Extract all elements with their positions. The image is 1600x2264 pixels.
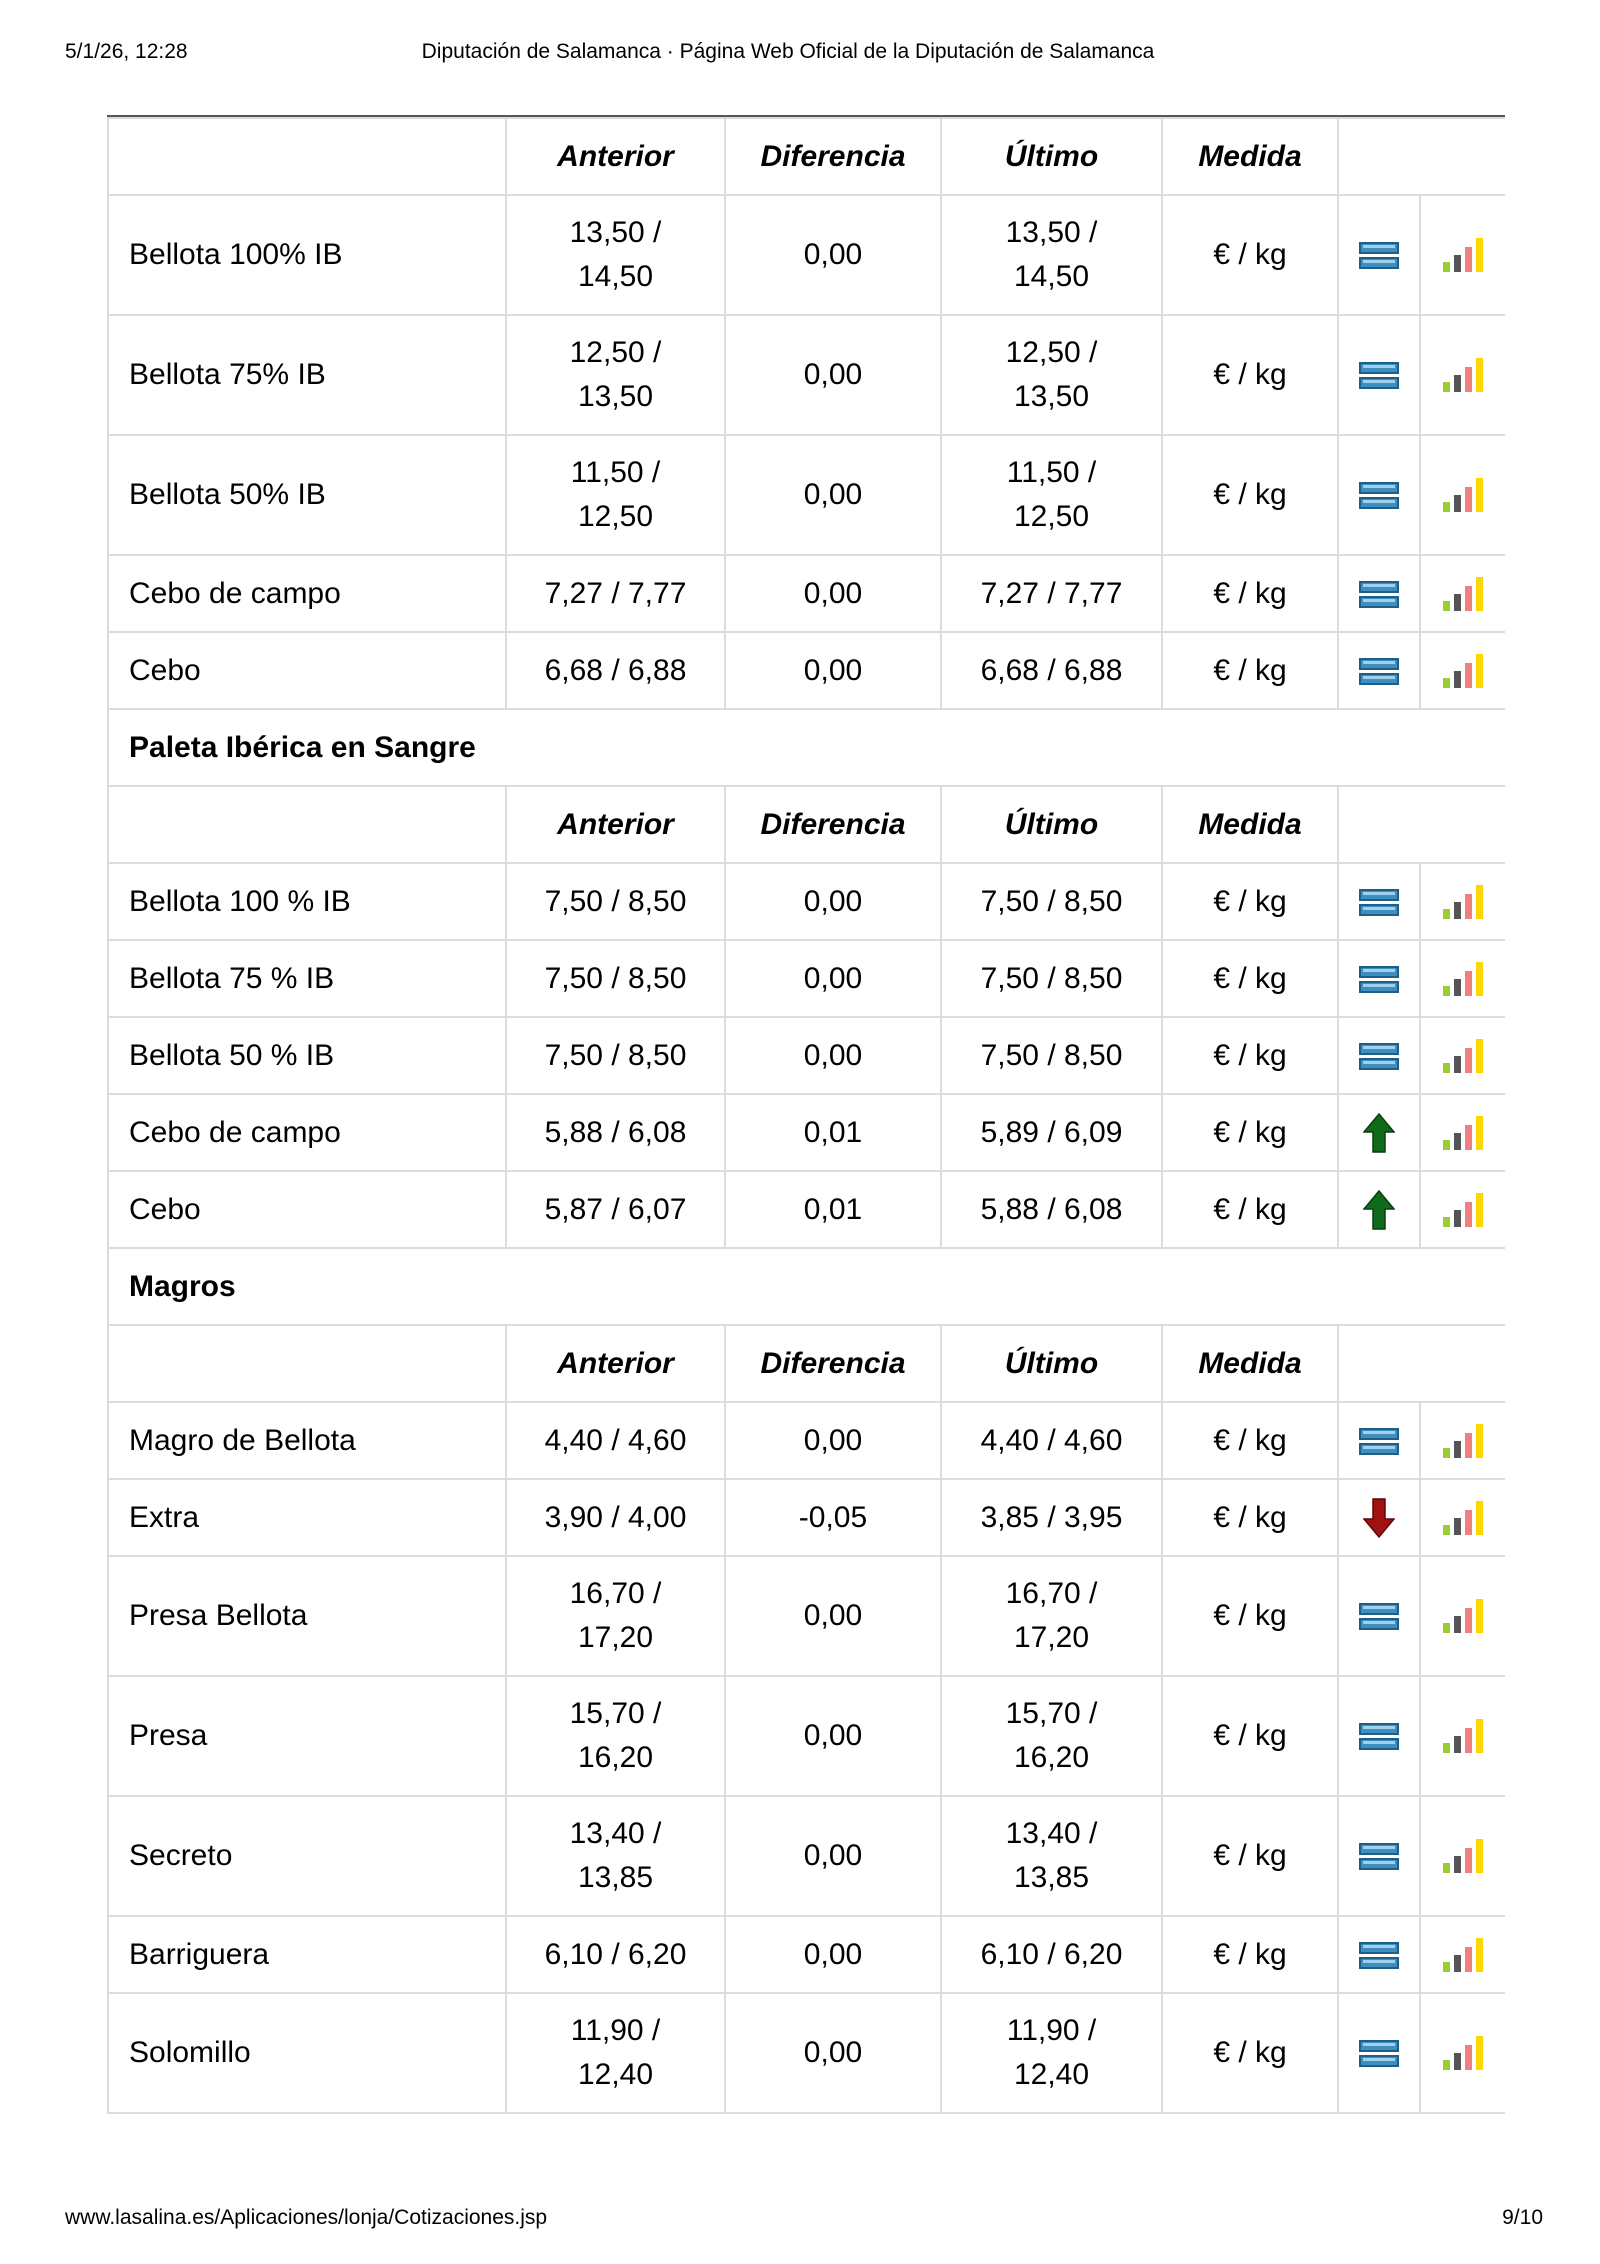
column-header-row	[108, 786, 1505, 863]
medida-value: € / kg	[1162, 863, 1338, 940]
price-sheet	[107, 117, 1505, 2114]
product-name: Cebo	[108, 632, 506, 709]
chart-cell[interactable]	[1420, 1479, 1505, 1556]
header-anterior: Anterior	[506, 1325, 725, 1402]
product-name: Cebo	[108, 1171, 506, 1248]
ultimo-value: 13,40 /	[1005, 1817, 1098, 1850]
trend-up-icon[interactable]	[1363, 1191, 1395, 1224]
chart-cell[interactable]	[1420, 1171, 1505, 1248]
ultimo-value: 16,70 /	[1005, 1577, 1098, 1610]
section-title: Paleta Ibérica en Sangre	[108, 709, 1505, 786]
product-name: Bellota 50 % IB	[108, 1017, 506, 1094]
product-name: Bellota 50% IB	[108, 435, 506, 555]
anterior-value: 16,70 /	[569, 1577, 662, 1610]
diferencia-value: 0,00	[725, 1676, 941, 1796]
trend-equal-icon[interactable]	[1359, 238, 1399, 271]
ultimo-value: 14,50	[1013, 260, 1090, 293]
anterior-value: 5,87 / 6,07	[544, 1192, 687, 1226]
trend-equal-icon[interactable]	[1359, 358, 1399, 391]
header-diferencia: Diferencia	[725, 118, 941, 195]
trend-cell[interactable]	[1338, 1676, 1420, 1796]
trend-cell[interactable]	[1338, 1479, 1420, 1556]
price-row	[108, 1017, 1505, 1094]
diferencia-value: 0,00	[725, 555, 941, 632]
medida-value: € / kg	[1162, 1094, 1338, 1171]
diferencia-value: 0,00	[725, 1796, 941, 1916]
cell-ultimo	[941, 1556, 1162, 1676]
diferencia-value: 0,00	[725, 1556, 941, 1676]
chart-cell[interactable]	[1420, 195, 1505, 315]
ultimo-value: 12,40	[1013, 2058, 1090, 2091]
cell-anterior	[506, 1017, 725, 1094]
ultimo-value: 13,50	[1013, 380, 1090, 413]
product-name: Secreto	[108, 1796, 506, 1916]
product-name: Solomillo	[108, 1993, 506, 2113]
cell-ultimo	[941, 1993, 1162, 2113]
diferencia-value: 0,00	[725, 195, 941, 315]
diferencia-value: 0,00	[725, 1017, 941, 1094]
price-row	[108, 1094, 1505, 1171]
medida-value: € / kg	[1162, 1556, 1338, 1676]
trend-down-icon[interactable]	[1363, 1499, 1395, 1532]
medida-value: € / kg	[1162, 1796, 1338, 1916]
header-ultimo: Último	[941, 1325, 1162, 1402]
trend-equal-icon[interactable]	[1359, 1038, 1399, 1071]
chart-bars-icon[interactable]	[1441, 357, 1485, 390]
cell-anterior	[506, 315, 725, 435]
ultimo-value: 7,50 / 8,50	[980, 1038, 1123, 1072]
header-blank-cell	[108, 118, 506, 195]
cell-anterior	[506, 555, 725, 632]
trend-cell[interactable]	[1338, 1402, 1420, 1479]
chart-cell[interactable]	[1420, 1094, 1505, 1171]
anterior-value: 13,50 /	[569, 216, 662, 249]
cell-anterior	[506, 1676, 725, 1796]
ultimo-value: 7,50 / 8,50	[980, 884, 1123, 918]
header-icons-cell	[1338, 118, 1505, 195]
chart-cell[interactable]	[1420, 632, 1505, 709]
trend-cell[interactable]	[1338, 632, 1420, 709]
price-row	[108, 1993, 1505, 2113]
anterior-value: 15,70 /	[569, 1697, 662, 1730]
medida-value: € / kg	[1162, 1171, 1338, 1248]
trend-equal-icon[interactable]	[1359, 1599, 1399, 1632]
section-title-row	[108, 709, 1505, 786]
product-name: Magro de Bellota	[108, 1402, 506, 1479]
cell-ultimo	[941, 1916, 1162, 1993]
header-anterior: Anterior	[506, 118, 725, 195]
medida-value: € / kg	[1162, 315, 1338, 435]
price-row	[108, 435, 1505, 555]
chart-bars-icon[interactable]	[1441, 1037, 1485, 1070]
ultimo-value: 4,40 / 4,60	[980, 1423, 1123, 1457]
ultimo-value: 7,27 / 7,77	[980, 576, 1123, 610]
anterior-value: 5,88 / 6,08	[544, 1115, 687, 1149]
anterior-value: 17,20	[577, 1621, 654, 1654]
ultimo-value: 12,50	[1013, 500, 1090, 533]
chart-bars-icon[interactable]	[1441, 1191, 1485, 1224]
chart-bars-icon[interactable]	[1441, 1422, 1485, 1455]
cell-ultimo	[941, 863, 1162, 940]
chart-cell[interactable]	[1420, 1796, 1505, 1916]
ultimo-value: 3,85 / 3,95	[980, 1500, 1123, 1534]
anterior-value: 6,10 / 6,20	[544, 1937, 687, 1971]
price-row	[108, 1479, 1505, 1556]
diferencia-value: 0,00	[725, 632, 941, 709]
diferencia-value: 0,00	[725, 315, 941, 435]
section-title: Magros	[108, 1248, 1505, 1325]
diferencia-value: 0,00	[725, 1402, 941, 1479]
chart-cell[interactable]	[1420, 1556, 1505, 1676]
chart-bars-icon[interactable]	[1441, 652, 1485, 685]
trend-equal-icon[interactable]	[1359, 653, 1399, 686]
trend-equal-icon[interactable]	[1359, 2036, 1399, 2069]
chart-cell[interactable]	[1420, 1916, 1505, 1993]
print-datetime: 5/1/26, 12:28	[65, 40, 188, 63]
chart-bars-icon[interactable]	[1441, 575, 1485, 608]
column-header-row	[108, 118, 1505, 195]
chart-cell[interactable]	[1420, 940, 1505, 1017]
trend-cell[interactable]	[1338, 1916, 1420, 1993]
medida-value: € / kg	[1162, 1676, 1338, 1796]
ultimo-value: 6,10 / 6,20	[980, 1937, 1123, 1971]
cell-anterior	[506, 1556, 725, 1676]
chart-cell[interactable]	[1420, 1402, 1505, 1479]
chart-bars-icon[interactable]	[1441, 1936, 1485, 1969]
header-ultimo: Último	[941, 786, 1162, 863]
price-row	[108, 1402, 1505, 1479]
medida-value: € / kg	[1162, 435, 1338, 555]
product-name: Bellota 75 % IB	[108, 940, 506, 1017]
cell-ultimo	[941, 315, 1162, 435]
ultimo-value: 13,85	[1013, 1861, 1090, 1894]
trend-cell[interactable]	[1338, 1017, 1420, 1094]
ultimo-value: 13,50 /	[1005, 216, 1098, 249]
ultimo-value: 12,50 /	[1005, 336, 1098, 369]
cell-ultimo	[941, 1171, 1162, 1248]
chart-bars-icon[interactable]	[1441, 237, 1485, 270]
trend-equal-icon[interactable]	[1359, 1839, 1399, 1872]
chart-cell[interactable]	[1420, 863, 1505, 940]
medida-value: € / kg	[1162, 1916, 1338, 1993]
print-page-title: Diputación de Salamanca · Página Web Oficial de la Diputación de Salamanca	[421, 40, 1155, 63]
trend-cell[interactable]	[1338, 863, 1420, 940]
diferencia-value: 0,01	[725, 1171, 941, 1248]
product-name: Bellota 100% IB	[108, 195, 506, 315]
header-blank-cell	[108, 1325, 506, 1402]
header-anterior: Anterior	[506, 786, 725, 863]
chart-bars-icon[interactable]	[1441, 1718, 1485, 1751]
chart-bars-icon[interactable]	[1441, 1499, 1485, 1532]
trend-cell[interactable]	[1338, 195, 1420, 315]
header-medida: Medida	[1162, 1325, 1338, 1402]
header-blank-cell	[108, 786, 506, 863]
diferencia-value: -0,05	[725, 1479, 941, 1556]
cell-anterior	[506, 1094, 725, 1171]
anterior-value: 4,40 / 4,60	[544, 1423, 687, 1457]
chart-cell[interactable]	[1420, 315, 1505, 435]
trend-equal-icon[interactable]	[1359, 576, 1399, 609]
anterior-value: 16,20	[577, 1741, 654, 1774]
ultimo-value: 11,90 /	[1006, 2014, 1097, 2047]
anterior-value: 14,50	[577, 260, 654, 293]
cell-ultimo	[941, 555, 1162, 632]
anterior-value: 13,85	[577, 1861, 654, 1894]
price-row	[108, 940, 1505, 1017]
cell-ultimo	[941, 435, 1162, 555]
header-icons-cell	[1338, 1325, 1505, 1402]
trend-cell[interactable]	[1338, 315, 1420, 435]
trend-up-icon[interactable]	[1363, 1114, 1395, 1147]
trend-cell[interactable]	[1338, 555, 1420, 632]
chart-bars-icon[interactable]	[1441, 477, 1485, 510]
anterior-value: 11,50 /	[570, 456, 661, 489]
anterior-value: 12,50	[577, 500, 654, 533]
ultimo-value: 11,50 /	[1006, 456, 1097, 489]
chart-bars-icon[interactable]	[1441, 2035, 1485, 2068]
cell-ultimo	[941, 1479, 1162, 1556]
trend-cell[interactable]	[1338, 1993, 1420, 2113]
cell-ultimo	[941, 1094, 1162, 1171]
medida-value: € / kg	[1162, 1993, 1338, 2113]
cell-anterior	[506, 1479, 725, 1556]
chart-cell[interactable]	[1420, 1017, 1505, 1094]
diferencia-value: 0,00	[725, 1993, 941, 2113]
product-name: Bellota 75% IB	[108, 315, 506, 435]
medida-value: € / kg	[1162, 555, 1338, 632]
cell-ultimo	[941, 195, 1162, 315]
trend-equal-icon[interactable]	[1359, 1937, 1399, 1970]
price-row	[108, 1556, 1505, 1676]
ultimo-value: 7,50 / 8,50	[980, 961, 1123, 995]
header-diferencia: Diferencia	[725, 1325, 941, 1402]
chart-cell[interactable]	[1420, 1676, 1505, 1796]
header-ultimo: Último	[941, 118, 1162, 195]
chart-bars-icon[interactable]	[1441, 883, 1485, 916]
medida-value: € / kg	[1162, 1479, 1338, 1556]
price-row	[108, 632, 1505, 709]
cell-anterior	[506, 1402, 725, 1479]
header-medida: Medida	[1162, 786, 1338, 863]
ultimo-value: 17,20	[1013, 1621, 1090, 1654]
cell-anterior	[506, 1796, 725, 1916]
cell-anterior	[506, 1171, 725, 1248]
ultimo-value: 16,20	[1013, 1741, 1090, 1774]
ultimo-value: 5,88 / 6,08	[980, 1192, 1123, 1226]
price-row	[108, 315, 1505, 435]
cell-anterior	[506, 863, 725, 940]
medida-value: € / kg	[1162, 632, 1338, 709]
anterior-value: 13,50	[577, 380, 654, 413]
column-header-row	[108, 1325, 1505, 1402]
anterior-value: 7,50 / 8,50	[544, 1038, 687, 1072]
header-medida: Medida	[1162, 118, 1338, 195]
chart-cell[interactable]	[1420, 435, 1505, 555]
prices-table	[107, 117, 1505, 2114]
diferencia-value: 0,00	[725, 1916, 941, 1993]
diferencia-value: 0,00	[725, 863, 941, 940]
anterior-value: 7,27 / 7,77	[544, 576, 687, 610]
page-number: 9/10	[1502, 2206, 1543, 2229]
cell-anterior	[506, 1916, 725, 1993]
medida-value: € / kg	[1162, 195, 1338, 315]
chart-bars-icon[interactable]	[1441, 1598, 1485, 1631]
price-row	[108, 1796, 1505, 1916]
section-title-row	[108, 1248, 1505, 1325]
cell-anterior	[506, 195, 725, 315]
medida-value: € / kg	[1162, 1017, 1338, 1094]
price-row	[108, 195, 1505, 315]
medida-value: € / kg	[1162, 1402, 1338, 1479]
trend-equal-icon[interactable]	[1359, 1719, 1399, 1752]
diferencia-value: 0,00	[725, 940, 941, 1017]
anterior-value: 7,50 / 8,50	[544, 884, 687, 918]
product-name: Barriguera	[108, 1916, 506, 1993]
ultimo-value: 5,89 / 6,09	[980, 1115, 1123, 1149]
cell-ultimo	[941, 940, 1162, 1017]
chart-bars-icon[interactable]	[1441, 1838, 1485, 1871]
price-row	[108, 863, 1505, 940]
diferencia-value: 0,01	[725, 1094, 941, 1171]
chart-bars-icon[interactable]	[1441, 960, 1485, 993]
chart-cell[interactable]	[1420, 1993, 1505, 2113]
cell-ultimo	[941, 1017, 1162, 1094]
trend-equal-icon[interactable]	[1359, 1423, 1399, 1456]
product-name: Cebo de campo	[108, 1094, 506, 1171]
product-name: Cebo de campo	[108, 555, 506, 632]
anterior-value: 12,50 /	[569, 336, 662, 369]
trend-cell[interactable]	[1338, 940, 1420, 1017]
anterior-value: 7,50 / 8,50	[544, 961, 687, 995]
cell-anterior	[506, 940, 725, 1017]
cell-ultimo	[941, 1676, 1162, 1796]
cell-anterior	[506, 632, 725, 709]
trend-cell[interactable]	[1338, 1556, 1420, 1676]
price-row	[108, 1916, 1505, 1993]
diferencia-value: 0,00	[725, 435, 941, 555]
header-icons-cell	[1338, 786, 1505, 863]
anterior-value: 12,40	[577, 2058, 654, 2091]
chart-cell[interactable]	[1420, 555, 1505, 632]
cell-anterior	[506, 435, 725, 555]
trend-cell[interactable]	[1338, 1171, 1420, 1248]
trend-cell[interactable]	[1338, 1094, 1420, 1171]
anterior-value: 3,90 / 4,00	[544, 1500, 687, 1534]
medida-value: € / kg	[1162, 940, 1338, 1017]
anterior-value: 11,90 /	[570, 2014, 661, 2047]
product-name: Presa Bellota	[108, 1556, 506, 1676]
price-row	[108, 555, 1505, 632]
trend-cell[interactable]	[1338, 1796, 1420, 1916]
price-row	[108, 1676, 1505, 1796]
anterior-value: 13,40 /	[569, 1817, 662, 1850]
trend-cell[interactable]	[1338, 435, 1420, 555]
header-diferencia: Diferencia	[725, 786, 941, 863]
trend-equal-icon[interactable]	[1359, 884, 1399, 917]
cell-ultimo	[941, 1402, 1162, 1479]
ultimo-value: 6,68 / 6,88	[980, 653, 1123, 687]
product-name: Extra	[108, 1479, 506, 1556]
product-name: Bellota 100 % IB	[108, 863, 506, 940]
anterior-value: 6,68 / 6,88	[544, 653, 687, 687]
price-row	[108, 1171, 1505, 1248]
product-name: Presa	[108, 1676, 506, 1796]
cell-ultimo	[941, 1796, 1162, 1916]
cell-anterior	[506, 1993, 725, 2113]
cell-ultimo	[941, 632, 1162, 709]
print-url: www.lasalina.es/Aplicaciones/lonja/Cotizaciones.jsp	[65, 2206, 548, 2229]
ultimo-value: 15,70 /	[1005, 1697, 1098, 1730]
chart-bars-icon[interactable]	[1441, 1114, 1485, 1147]
trend-equal-icon[interactable]	[1359, 961, 1399, 994]
trend-equal-icon[interactable]	[1359, 478, 1399, 511]
